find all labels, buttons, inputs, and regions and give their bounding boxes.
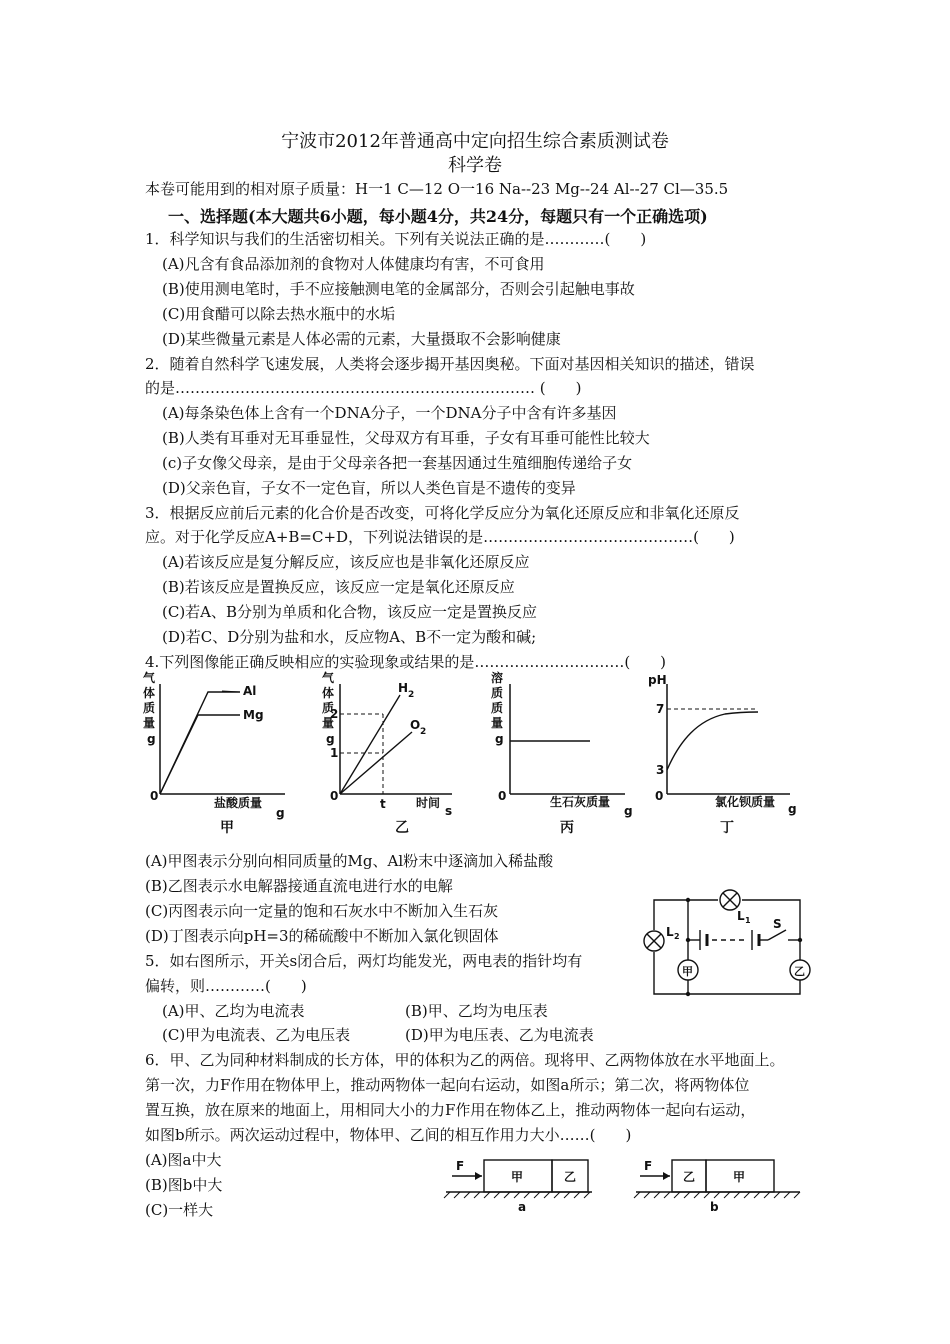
block-a-jia-label: 甲 (511, 1170, 524, 1184)
block-b-yi-label: 乙 (683, 1170, 696, 1184)
yi-h2-sub: 2 (408, 690, 415, 700)
ding-tick-7: 7 (656, 702, 665, 716)
switch-blade (768, 930, 786, 940)
jia-ylabel-1: 气 (143, 671, 156, 685)
jia-series-mg: Mg (243, 708, 264, 722)
ding-origin: 0 (655, 789, 664, 803)
q4-option-a: (A)甲图表示分别向相同质量的Mg、Al粉末中逐滴加入稀盐酸 (145, 852, 554, 870)
bing-ylabel-3: 质 (491, 701, 504, 715)
jia-ylabel-3: 质 (143, 701, 156, 715)
ding-caption: 丁 (720, 820, 734, 836)
ding-tick-3: 3 (656, 763, 665, 777)
jia-series-al: Al (243, 684, 257, 698)
yi-caption: 乙 (395, 820, 409, 836)
q6-option-a: (A)图a中大 (145, 1151, 222, 1169)
section-heading: 一、选择题(本大题共6小题，每小题4分，共24分，每题只有一个正确选项) (168, 207, 708, 226)
meter-yi-label: 乙 (794, 965, 805, 978)
q3-stem-line1: 3．根据反应前后元素的化合价是否改变，可将化学反应分为氧化还原反应和非氧化还原反 (145, 504, 740, 522)
lamp-l1-sub: 1 (745, 916, 751, 925)
junction-right (798, 938, 802, 942)
caption-b: b (710, 1200, 719, 1214)
jia-yunit: g (147, 732, 156, 746)
yi-o2-line (340, 732, 412, 794)
jia-al-curve (160, 692, 240, 794)
jia-caption: 甲 (220, 820, 234, 836)
q1-option-a: (A)凡含有食品添加剂的食物对人体健康均有害，不可食用 (162, 255, 545, 273)
jia-ylabel-2: 体 (143, 686, 156, 700)
q5-stem-line2: 偏转，则…………( ) (145, 977, 307, 995)
yi-tick-1: 1 (330, 746, 339, 760)
switch-label: S (773, 917, 782, 931)
bing-ylabel-1: 溶 (491, 671, 504, 685)
jia-xunit: g (276, 806, 285, 820)
force-label-a: F (456, 1159, 465, 1173)
yi-tick-2: 2 (330, 707, 339, 721)
ding-curve (667, 712, 758, 770)
q2-stem-line1: 2．随着自然科学飞速发展，人类将会逐步揭开基因奥秘。下面对基因相关知识的描述，错误 (145, 355, 755, 373)
q2-option-a: (A)每条染色体上含有一个DNA分子，一个DNA分子中含有许多基因 (162, 404, 617, 422)
q2-option-c: (c)子女像父母亲，是由于父母亲各把一套基因通过生殖细胞传递给子女 (162, 454, 633, 472)
force-arrowhead-a (475, 1172, 482, 1180)
yi-ylabel-4: 量 (322, 716, 335, 730)
graph-yi (340, 684, 452, 794)
yi-ylabel-3: 质 (322, 701, 335, 715)
yi-tick-t: t (380, 797, 386, 811)
q1-option-c: (C)用食醋可以除去热水瓶中的水垢 (162, 305, 396, 323)
q3-option-d: (D)若C、D分别为盐和水，反应物A、B不一定为酸和碱; (162, 628, 537, 646)
q2-option-b: (B)人类有耳垂对无耳垂显性，父母双方有耳垂，子女有耳垂可能性比较大 (162, 429, 650, 447)
bing-caption: 丙 (560, 820, 574, 836)
q2-stem-line2: 的是……………………………………………………………… ( ) (145, 379, 582, 397)
jia-xlabel: 盐酸质量 (214, 796, 263, 810)
lamp-l2-sub: 2 (674, 932, 680, 941)
caption-a: a (518, 1200, 527, 1214)
block-a-yi-label: 乙 (564, 1170, 577, 1184)
meter-jia-label: 甲 (682, 965, 693, 978)
yi-o2-label: O (410, 718, 421, 732)
q6-stem-line1: 6．甲、乙为同种材料制成的长方体，甲的体积为乙的两倍。现将甲、乙两物体放在水平地面上。 (145, 1051, 785, 1069)
exam-subtitle: 科学卷 (448, 155, 502, 176)
q4-graphs (140, 670, 820, 850)
force-label-b: F (644, 1159, 653, 1173)
lamp-l2-label: L (666, 925, 674, 939)
block-b-jia-label: 甲 (733, 1170, 746, 1184)
force-diagrams (440, 1150, 820, 1216)
q6-stem-line3: 置互换，放在原来的地面上，用相同大小的力F作用在物体乙上，推动两物体一起向右运动， (145, 1101, 756, 1119)
yi-origin: 0 (330, 789, 339, 803)
jia-ylabel-4: 量 (143, 716, 156, 730)
bing-xunit: g (624, 804, 633, 818)
q3-option-b: (B)若该反应是置换反应，该反应一定是氧化还原反应 (162, 578, 515, 596)
atomic-mass-note: 本卷可能用到的相对原子质量：H一1 C—12 O一16 Na--23 Mg--24 Al--27 Cl—35.5 (145, 180, 729, 198)
junction-bottom (686, 992, 690, 996)
junction-top (686, 898, 690, 902)
graph-jia (160, 684, 285, 794)
q1-stem: 1．科学知识与我们的生活密切相关。下列有关说法正确的是…………( ) (145, 230, 647, 248)
q3-stem-line2: 应。对于化学反应A+B=C+D，下列说法错误的是……………………………………( ) (145, 528, 735, 546)
q6-option-c: (C)一样大 (145, 1201, 214, 1219)
exam-title: 宁波市2012年普通高中定向招生综合素质测试卷 (281, 131, 669, 152)
q2-option-d: (D)父亲色盲，子女不一定色盲，所以人类色盲是不遗传的变异 (162, 479, 576, 497)
jia-mg-curve (160, 715, 240, 794)
ding-ylabel: pH (648, 673, 667, 687)
yi-xlabel: 时间 (416, 796, 441, 810)
ding-xlabel: 氯化钡质量 (715, 795, 776, 809)
junction-mid (686, 938, 690, 942)
graph-bing (510, 684, 625, 794)
yi-yunit: g (326, 732, 335, 746)
q1-option-d: (D)某些微量元素是人体必需的元素，大量摄取不会影响健康 (162, 330, 561, 348)
q5-option-b: (B)甲、乙均为电压表 (405, 1002, 548, 1020)
circuit-diagram (640, 888, 820, 1000)
yi-o2-sub: 2 (420, 727, 427, 737)
yi-xunit: s (445, 804, 453, 818)
force-arrowhead-b (663, 1172, 670, 1180)
ding-xunit: g (788, 802, 797, 816)
q6-option-b: (B)图b中大 (145, 1176, 223, 1194)
q5-option-d: (D)甲为电压表、乙为电流表 (405, 1026, 594, 1044)
q4-option-b: (B)乙图表示水电解器接通直流电进行水的电解 (145, 877, 453, 895)
q6-stem-line2: 第一次，力F作用在物体甲上，推动两物体一起向右运动，如图a所示；第二次，将两物体位 (145, 1076, 750, 1094)
yi-h2-line (340, 695, 400, 794)
q4-option-c: (C)丙图表示向一定量的饱和石灰水中不断加入生石灰 (145, 902, 499, 920)
bing-yunit: g (495, 732, 504, 746)
bing-origin: 0 (498, 789, 507, 803)
yi-ylabel-1: 气 (322, 671, 335, 685)
wire-right-bottom (688, 980, 800, 994)
q3-option-c: (C)若A、B分别为单质和化合物，该反应一定是置换反应 (162, 603, 538, 621)
graph-ding (667, 684, 790, 794)
q3-option-a: (A)若该反应是复分解反应，该反应也是非氧化还原反应 (162, 553, 530, 571)
q1-option-b: (B)使用测电笔时，手不应接触测电笔的金属部分，否则会引起触电事故 (162, 280, 635, 298)
q4-stem: 4.下列图像能正确反映相应的实验现象或结果的是…………………………( ) (145, 653, 667, 671)
jia-origin: 0 (150, 789, 159, 803)
q5-stem-line1: 5．如右图所示，开关s闭合后，两灯均能发光，两电表的指针均有 (145, 952, 583, 970)
q4-option-d: (D)丁图表示向pH=3的稀硫酸中不断加入氯化钡固体 (145, 927, 499, 945)
bing-ylabel-4: 量 (491, 716, 504, 730)
q6-stem-line4: 如图b所示。两次运动过程中，物体甲、乙间的相互作用力大小……( ) (145, 1126, 632, 1144)
q5-option-a: (A)甲、乙均为电流表 (162, 1002, 305, 1020)
yi-ylabel-2: 体 (322, 686, 335, 700)
bing-xlabel: 生石灰质量 (550, 795, 611, 809)
bing-ylabel-2: 质 (491, 686, 504, 700)
wire-top-right (742, 900, 800, 960)
q5-option-c: (C)甲为电流表、乙为电压表 (162, 1026, 351, 1044)
yi-h2-label: H (398, 681, 409, 695)
lamp-l1-label: L (737, 909, 745, 923)
